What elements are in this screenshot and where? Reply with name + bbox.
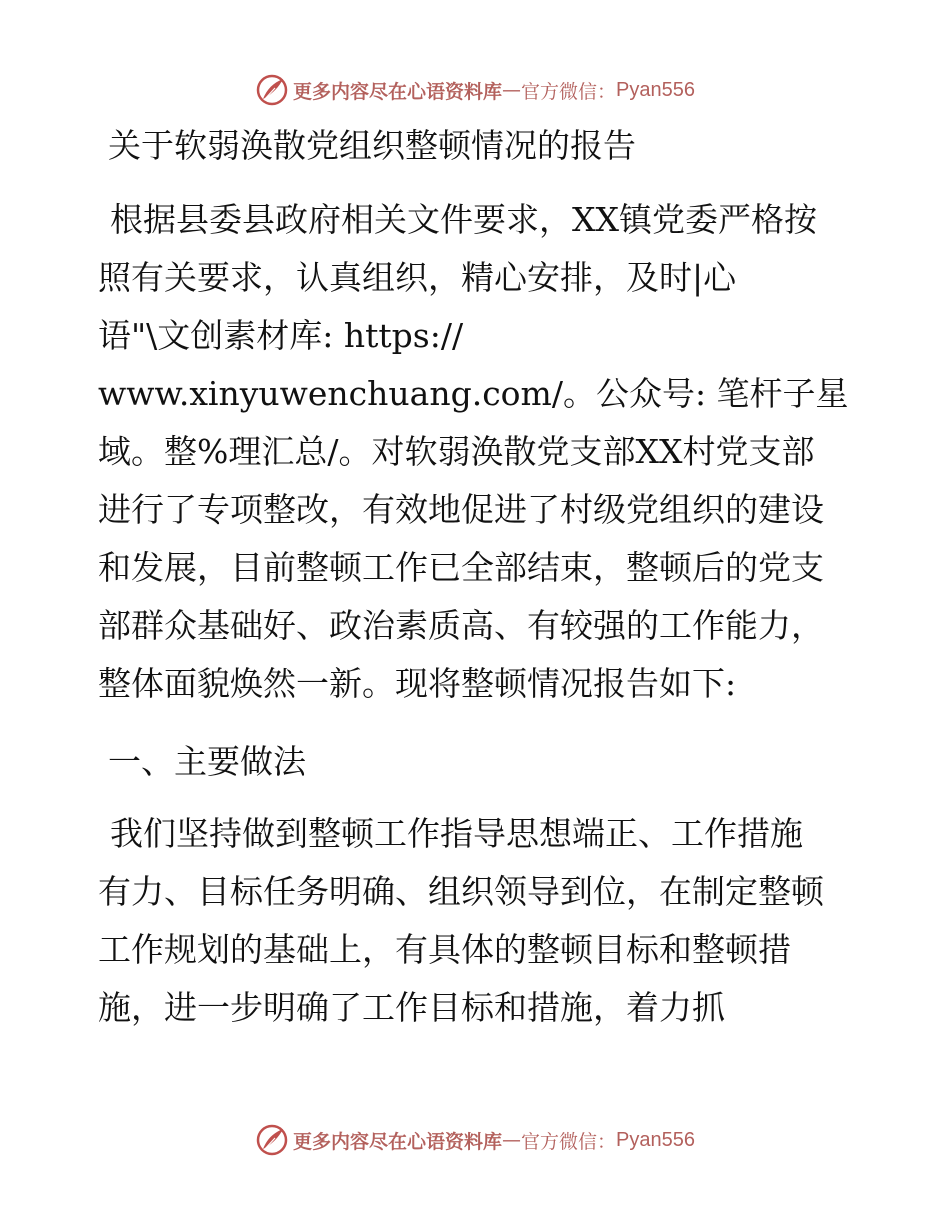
paragraph2-line-1: 我们坚持做到整顿工作指导思想端正、工作措施 xyxy=(110,814,803,853)
watermark-bottom xyxy=(0,1120,950,1160)
paragraph1-line-5: 域。整%理汇总/。对软弱涣散党支部XX村党支部 xyxy=(98,432,815,471)
watermark-official: 官方微信： xyxy=(521,80,617,103)
watermark-top xyxy=(0,70,950,110)
paragraph2-line-2: 有力、目标任务明确、组织领导到位，在制定整顿 xyxy=(98,872,824,911)
section1-heading: 一、主要做法 xyxy=(108,742,306,781)
watermark-wechat-id: Pyan556 xyxy=(616,1128,695,1151)
paragraph1-line-4: www.xinyuwenchuang.com/。公众号: 笔杆子星 xyxy=(98,374,849,413)
paragraph1-line-9: 整体面貌焕然一新。现将整顿情况报告如下: xyxy=(98,664,737,703)
watermark-wechat-id: Pyan556 xyxy=(616,78,695,101)
paragraph1-line-2: 照有关要求，认真组织，精心安排，及时|心 xyxy=(98,258,737,297)
document-title: 关于软弱涣散党组织整顿情况的报告 xyxy=(108,126,636,165)
paragraph2-line-3: 工作规划的基础上，有具体的整顿目标和整顿措 xyxy=(98,930,791,969)
paragraph1-line-7: 和发展，目前整顿工作已全部结束，整顿后的党支 xyxy=(98,548,824,587)
watermark-dash: — xyxy=(502,79,522,101)
feather-logo-icon xyxy=(255,1123,289,1157)
paragraph1-line-3: 语"\文创素材库: https:// xyxy=(98,316,464,355)
watermark-brand: 更多内容尽在心语资料库 xyxy=(293,1130,503,1153)
watermark-official: 官方微信： xyxy=(521,1130,617,1153)
paragraph2-line-4: 施，进一步明确了工作目标和措施，着力抓 xyxy=(98,988,725,1027)
watermark-brand: 更多内容尽在心语资料库 xyxy=(293,80,503,103)
paragraph1-line-1: 根据县委县政府相关文件要求，XX镇党委严格按 xyxy=(110,200,817,239)
feather-logo-icon xyxy=(255,73,289,107)
paragraph1-line-6: 进行了专项整改，有效地促进了村级党组织的建设 xyxy=(98,490,824,529)
paragraph1-line-8: 部群众基础好、政治素质高、有较强的工作能力， xyxy=(98,606,824,645)
watermark-dash: — xyxy=(502,1129,522,1151)
